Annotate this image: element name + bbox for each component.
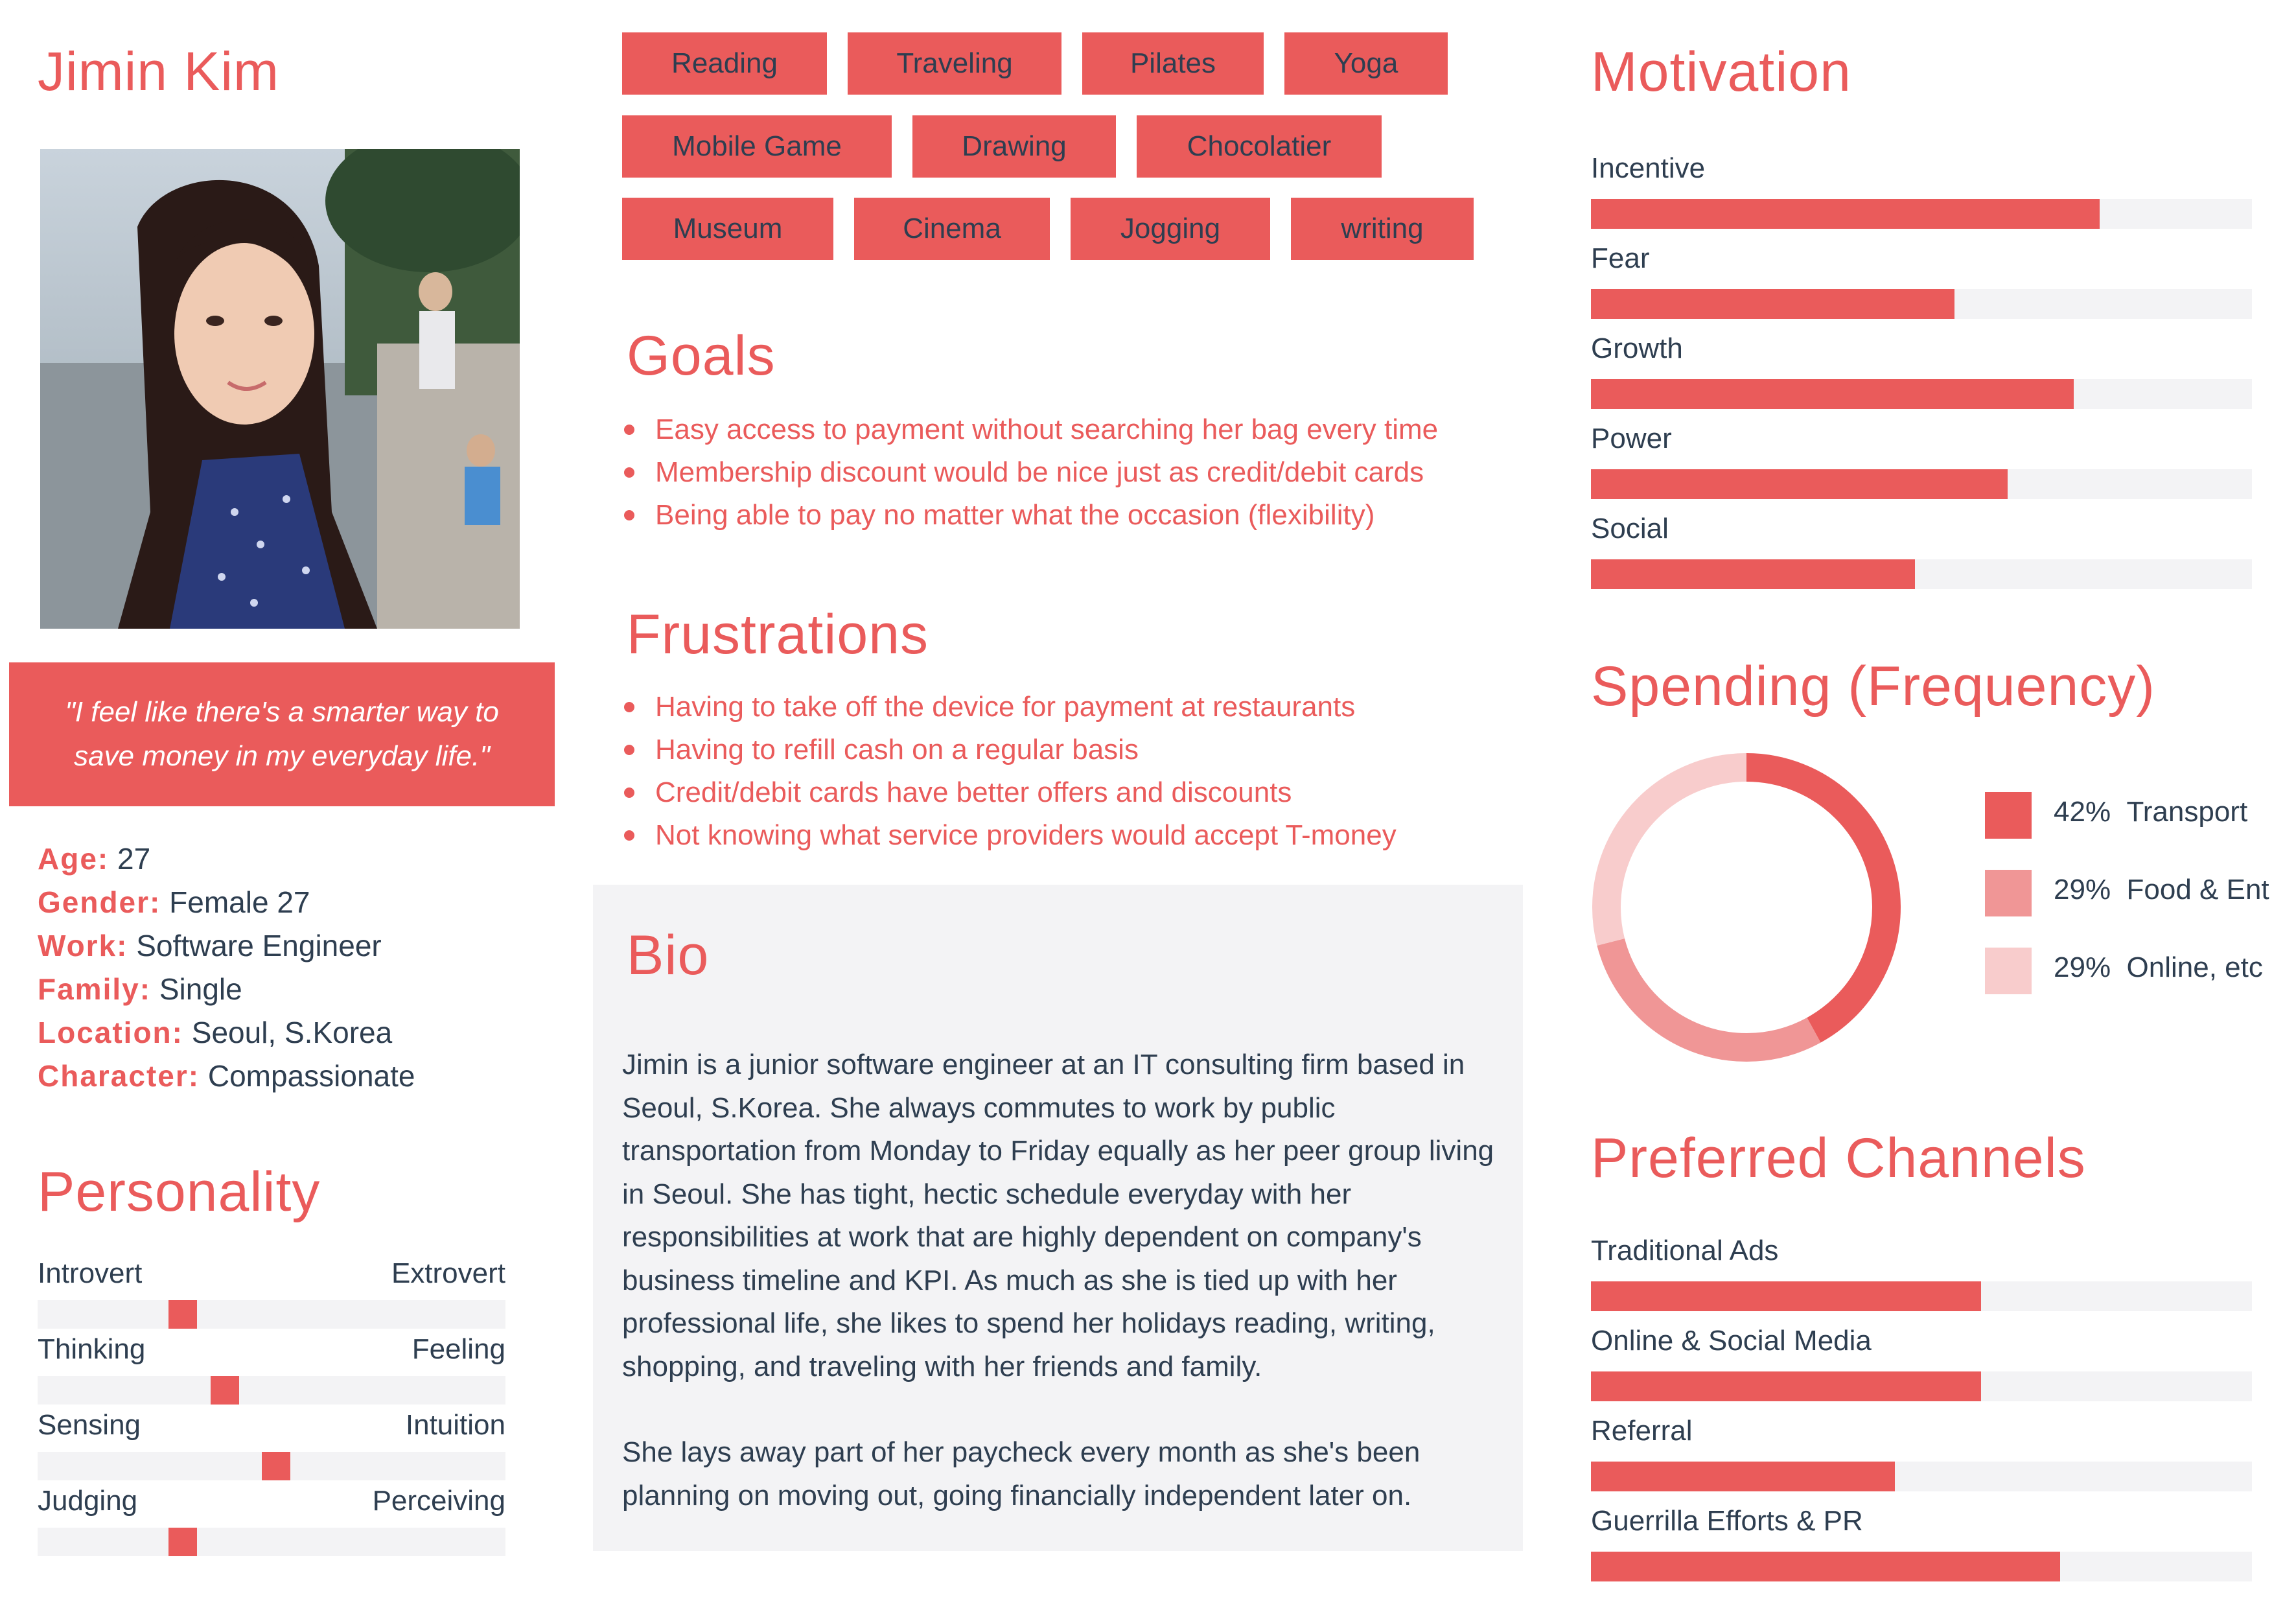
list-item: Membership discount would be nice just as credit/debit cards bbox=[624, 451, 1544, 494]
persona-quote bbox=[9, 662, 555, 806]
channel-referral bbox=[1591, 1415, 2252, 1491]
trait-marker bbox=[168, 1528, 197, 1556]
bar-fill bbox=[1591, 469, 2008, 499]
list-item: Having to refill cash on a regular basis bbox=[624, 729, 1544, 771]
demographics bbox=[38, 837, 415, 1098]
spending-title: Spending (Frequency) bbox=[1591, 655, 2155, 717]
list-item: Having to take off the device for payment at restaurants bbox=[624, 686, 1544, 729]
trait-right: Extrovert bbox=[391, 1257, 505, 1289]
legend-label: Food & Ent bbox=[2126, 874, 2269, 905]
bar-label: Power bbox=[1591, 423, 1672, 454]
trait-right: Perceiving bbox=[372, 1485, 505, 1517]
legend-percent: 29% bbox=[2054, 951, 2111, 983]
bar-label: Guerrilla Efforts & PR bbox=[1591, 1505, 1863, 1537]
trait-track bbox=[38, 1300, 505, 1329]
info-age: Age: 27 bbox=[38, 842, 151, 876]
legend-swatch bbox=[1985, 870, 2032, 916]
legend-label: Online, etc bbox=[2126, 951, 2263, 983]
persona-name: Jimin Kim bbox=[38, 41, 280, 102]
bar-track bbox=[1591, 199, 2252, 229]
bar-label: Incentive bbox=[1591, 152, 1706, 184]
tag-writing: writing bbox=[1291, 198, 1474, 260]
goals-list bbox=[624, 408, 1544, 537]
trait-marker bbox=[168, 1300, 197, 1329]
motivation-power bbox=[1591, 423, 2252, 499]
bar-label: Fear bbox=[1591, 242, 1650, 274]
channel-traditional-ads bbox=[1591, 1235, 2252, 1311]
personality-judging-perceiving bbox=[38, 1485, 505, 1560]
bar-fill bbox=[1591, 199, 2100, 229]
motivation-fear bbox=[1591, 242, 2252, 319]
bio-title: Bio bbox=[627, 924, 710, 986]
trait-right: Intuition bbox=[405, 1409, 505, 1441]
bar-label: Traditional Ads bbox=[1591, 1235, 1779, 1266]
tag-reading: Reading bbox=[622, 32, 827, 95]
trait-track bbox=[38, 1376, 505, 1405]
info-work: Work: Software Engineer bbox=[38, 929, 382, 962]
tag-jogging: Jogging bbox=[1071, 198, 1270, 260]
bio-paragraph: Jimin is a junior software engineer at an IT consulting firm based in Seoul, S.Korea. She always commutes to work by public transportation from Monday to Friday equally as her peer group living in Seoul. She has tight, hectic schedule everyday with her responsibilities at work that are highly dependent on company's business timeline and KPI. As much as she is tied up with her professional life, she likes to spend her holidays reading, writing, shopping, and traveling with her friends and family. bbox=[622, 1049, 1494, 1382]
list-item: Easy access to payment without searching her bag every time bbox=[624, 408, 1544, 451]
legend-percent: 42% bbox=[2054, 796, 2111, 828]
bar-fill bbox=[1591, 379, 2074, 409]
motivation-title: Motivation bbox=[1591, 41, 1851, 103]
bar-track bbox=[1591, 1552, 2252, 1581]
info-family: Family: Single bbox=[38, 972, 242, 1006]
channel-guerrilla bbox=[1591, 1505, 2252, 1581]
bar-track bbox=[1591, 1462, 2252, 1491]
personality-sensing-intuition bbox=[38, 1409, 505, 1484]
motivation-social bbox=[1591, 513, 2252, 589]
persona-photo bbox=[40, 149, 520, 629]
tag-chocolatier: Chocolatier bbox=[1137, 115, 1382, 178]
bar-track bbox=[1591, 559, 2252, 589]
frustrations-list bbox=[624, 686, 1544, 857]
list-item: Credit/debit cards have better offers and discounts bbox=[624, 771, 1544, 814]
bar-fill bbox=[1591, 1371, 1981, 1401]
tag-traveling: Traveling bbox=[848, 32, 1061, 95]
bar-fill bbox=[1591, 289, 1954, 319]
tag-museum: Museum bbox=[622, 198, 833, 260]
legend-swatch bbox=[1985, 948, 2032, 994]
goals-title: Goals bbox=[627, 325, 776, 387]
trait-track bbox=[38, 1528, 505, 1556]
tag-mobile-game: Mobile Game bbox=[622, 115, 892, 178]
channels-title: Preferred Channels bbox=[1591, 1127, 2086, 1189]
bar-label: Social bbox=[1591, 513, 1669, 544]
bar-track bbox=[1591, 289, 2252, 319]
trait-left: Introvert bbox=[38, 1257, 143, 1289]
bar-track bbox=[1591, 1371, 2252, 1401]
trait-marker bbox=[211, 1376, 239, 1405]
bar-track bbox=[1591, 469, 2252, 499]
frustrations-title: Frustrations bbox=[627, 603, 929, 666]
bio-text bbox=[622, 1044, 1516, 1560]
tag-yoga: Yoga bbox=[1284, 32, 1448, 95]
bar-fill bbox=[1591, 1552, 2060, 1581]
bar-label: Online & Social Media bbox=[1591, 1325, 1872, 1357]
bio-paragraph: She lays away part of her paycheck every month as she's been planning on moving out, going financially independent later on. bbox=[622, 1436, 1421, 1511]
bar-track bbox=[1591, 1281, 2252, 1311]
spending-donut bbox=[1591, 752, 1902, 1063]
list-item: Being able to pay no matter what the occasion (flexibility) bbox=[624, 494, 1544, 537]
tag-cinema: Cinema bbox=[854, 198, 1050, 260]
legend-label: Transport bbox=[2126, 796, 2248, 828]
personality-thinking-feeling bbox=[38, 1333, 505, 1408]
info-character: Character: Compassionate bbox=[38, 1059, 415, 1093]
personality-introvert-extrovert bbox=[38, 1257, 505, 1333]
bar-fill bbox=[1591, 559, 1915, 589]
trait-marker bbox=[262, 1452, 290, 1480]
trait-right: Feeling bbox=[412, 1333, 505, 1365]
info-location: Location: Seoul, S.Korea bbox=[38, 1016, 393, 1049]
trait-left: Sensing bbox=[38, 1409, 141, 1441]
bar-label: Growth bbox=[1591, 332, 1683, 364]
motivation-growth bbox=[1591, 332, 2252, 409]
bar-label: Referral bbox=[1591, 1415, 1693, 1447]
bar-fill bbox=[1591, 1281, 1981, 1311]
motivation-incentive bbox=[1591, 152, 2252, 229]
legend-swatch bbox=[1985, 792, 2032, 839]
info-gender: Gender: Female 27 bbox=[38, 885, 310, 919]
trait-left: Thinking bbox=[38, 1333, 146, 1365]
bar-track bbox=[1591, 379, 2252, 409]
quote-text: "I feel like there's a smarter way to save money in my everyday life." bbox=[65, 696, 499, 772]
trait-left: Judging bbox=[38, 1485, 138, 1517]
list-item: Not knowing what service providers would accept T-money bbox=[624, 814, 1544, 857]
channel-online-social bbox=[1591, 1325, 2252, 1401]
tag-pilates: Pilates bbox=[1082, 32, 1264, 95]
tag-drawing: Drawing bbox=[912, 115, 1116, 178]
legend-percent: 29% bbox=[2054, 874, 2111, 905]
bar-fill bbox=[1591, 1462, 1895, 1491]
personality-title: Personality bbox=[38, 1161, 321, 1223]
